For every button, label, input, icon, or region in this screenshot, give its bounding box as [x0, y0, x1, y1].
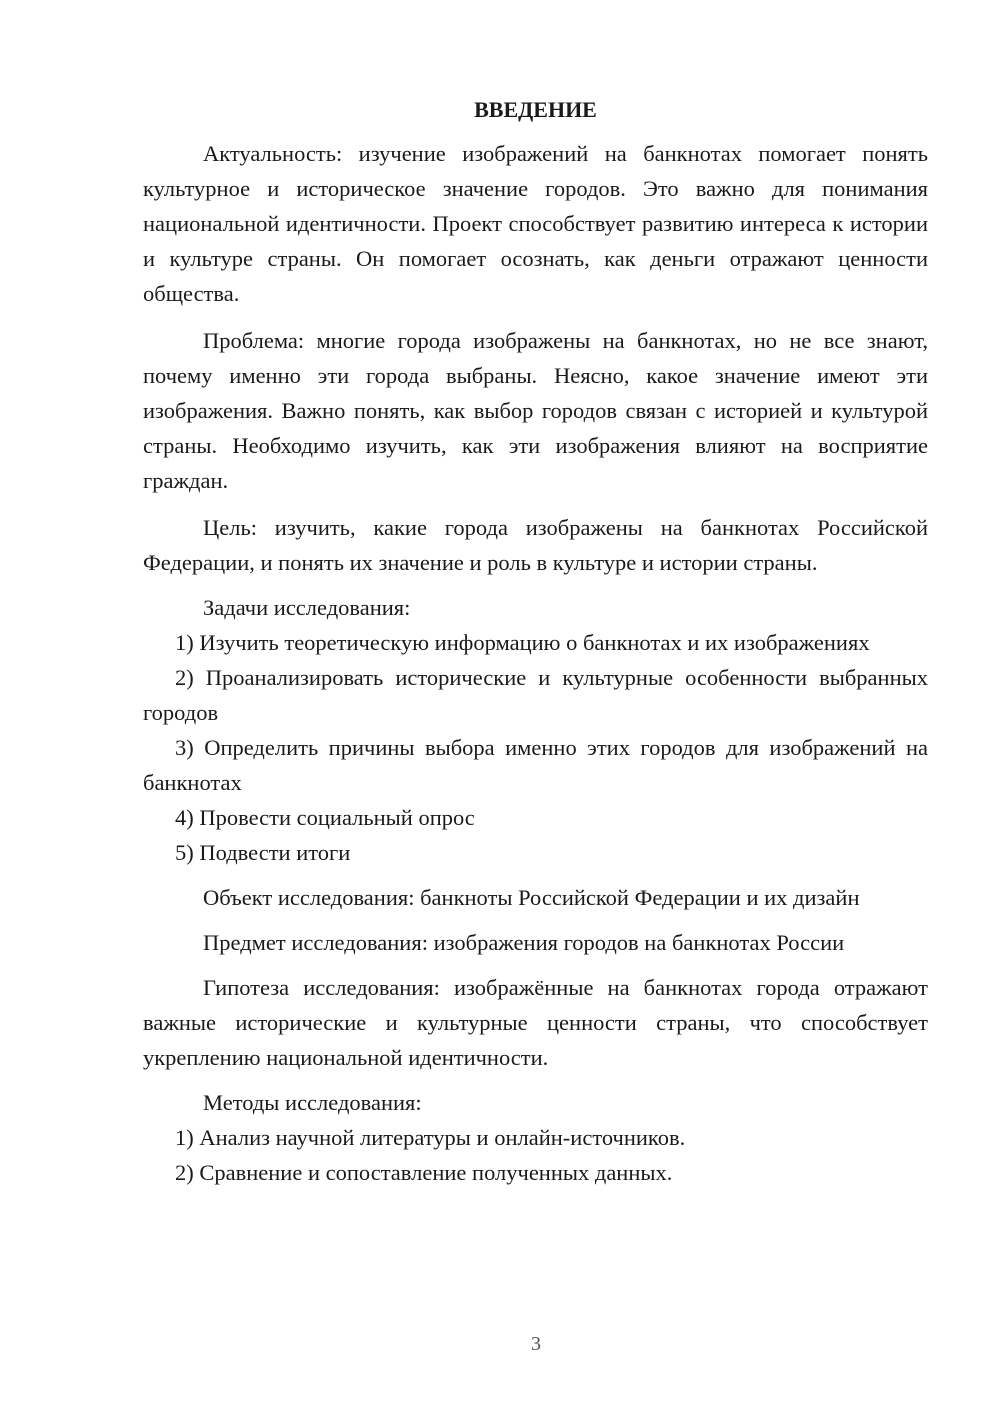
problem-paragraph: Проблема: многие города изображены на банкнотах, но не все знают, почему именно эти города выбраны. Неясно, какое значение имеют эти изображения. Важно понять, как выбор городов связан с историей и культурой страны. Необходимо изучить, как эти изображения влияют на восприятие граждан. [143, 328, 928, 493]
hypothesis-paragraph: Гипотеза исследования: изображённые на банкнотах города отражают важные исторические и культурные ценности страны, что способствует укреплению национальной идентичности. [143, 975, 928, 1070]
goal-paragraph: Цель: изучить, какие города изображены на банкнотах Российской Федерации, и понять их значение и роль в культуре и истории страны. [143, 515, 928, 575]
method-item: 2) Сравнение и сопоставление полученных данных. [175, 1160, 673, 1185]
method-item: 1) Анализ научной литературы и онлайн-источников. [175, 1125, 686, 1150]
object-paragraph: Объект исследования: банкноты Российской Федерации и их дизайн [203, 885, 860, 910]
section-heading: ВВЕДЕНИЕ [474, 97, 597, 122]
task-item: 1) Изучить теоретическую информацию о банкнотах и их изображениях [175, 630, 870, 655]
task-item: 2) Проанализировать исторические и культурные особенности выбранных городов [143, 665, 928, 725]
task-item: 5) Подвести итоги [175, 840, 351, 865]
document-page [143, 94, 928, 1190]
relevance-paragraph: Актуальность: изучение изображений на банкнотах помогает понять культурное и историческое значение городов. Это важно для понимания национальной идентичности. Проект способствует развитию интереса к истории и культуре страны. Он помогает осознать, как деньги отражают ценности общества. [143, 141, 928, 306]
subject-paragraph: Предмет исследования: изображения городов на банкнотах России [203, 930, 845, 955]
page-number: 3 [531, 1333, 541, 1355]
methods-title: Методы исследования: [203, 1090, 422, 1115]
task-item: 3) Определить причины выбора именно этих городов для изображений на банкнотах [143, 735, 928, 795]
tasks-title: Задачи исследования: [203, 595, 411, 620]
task-item: 4) Провести социальный опрос [175, 805, 475, 830]
